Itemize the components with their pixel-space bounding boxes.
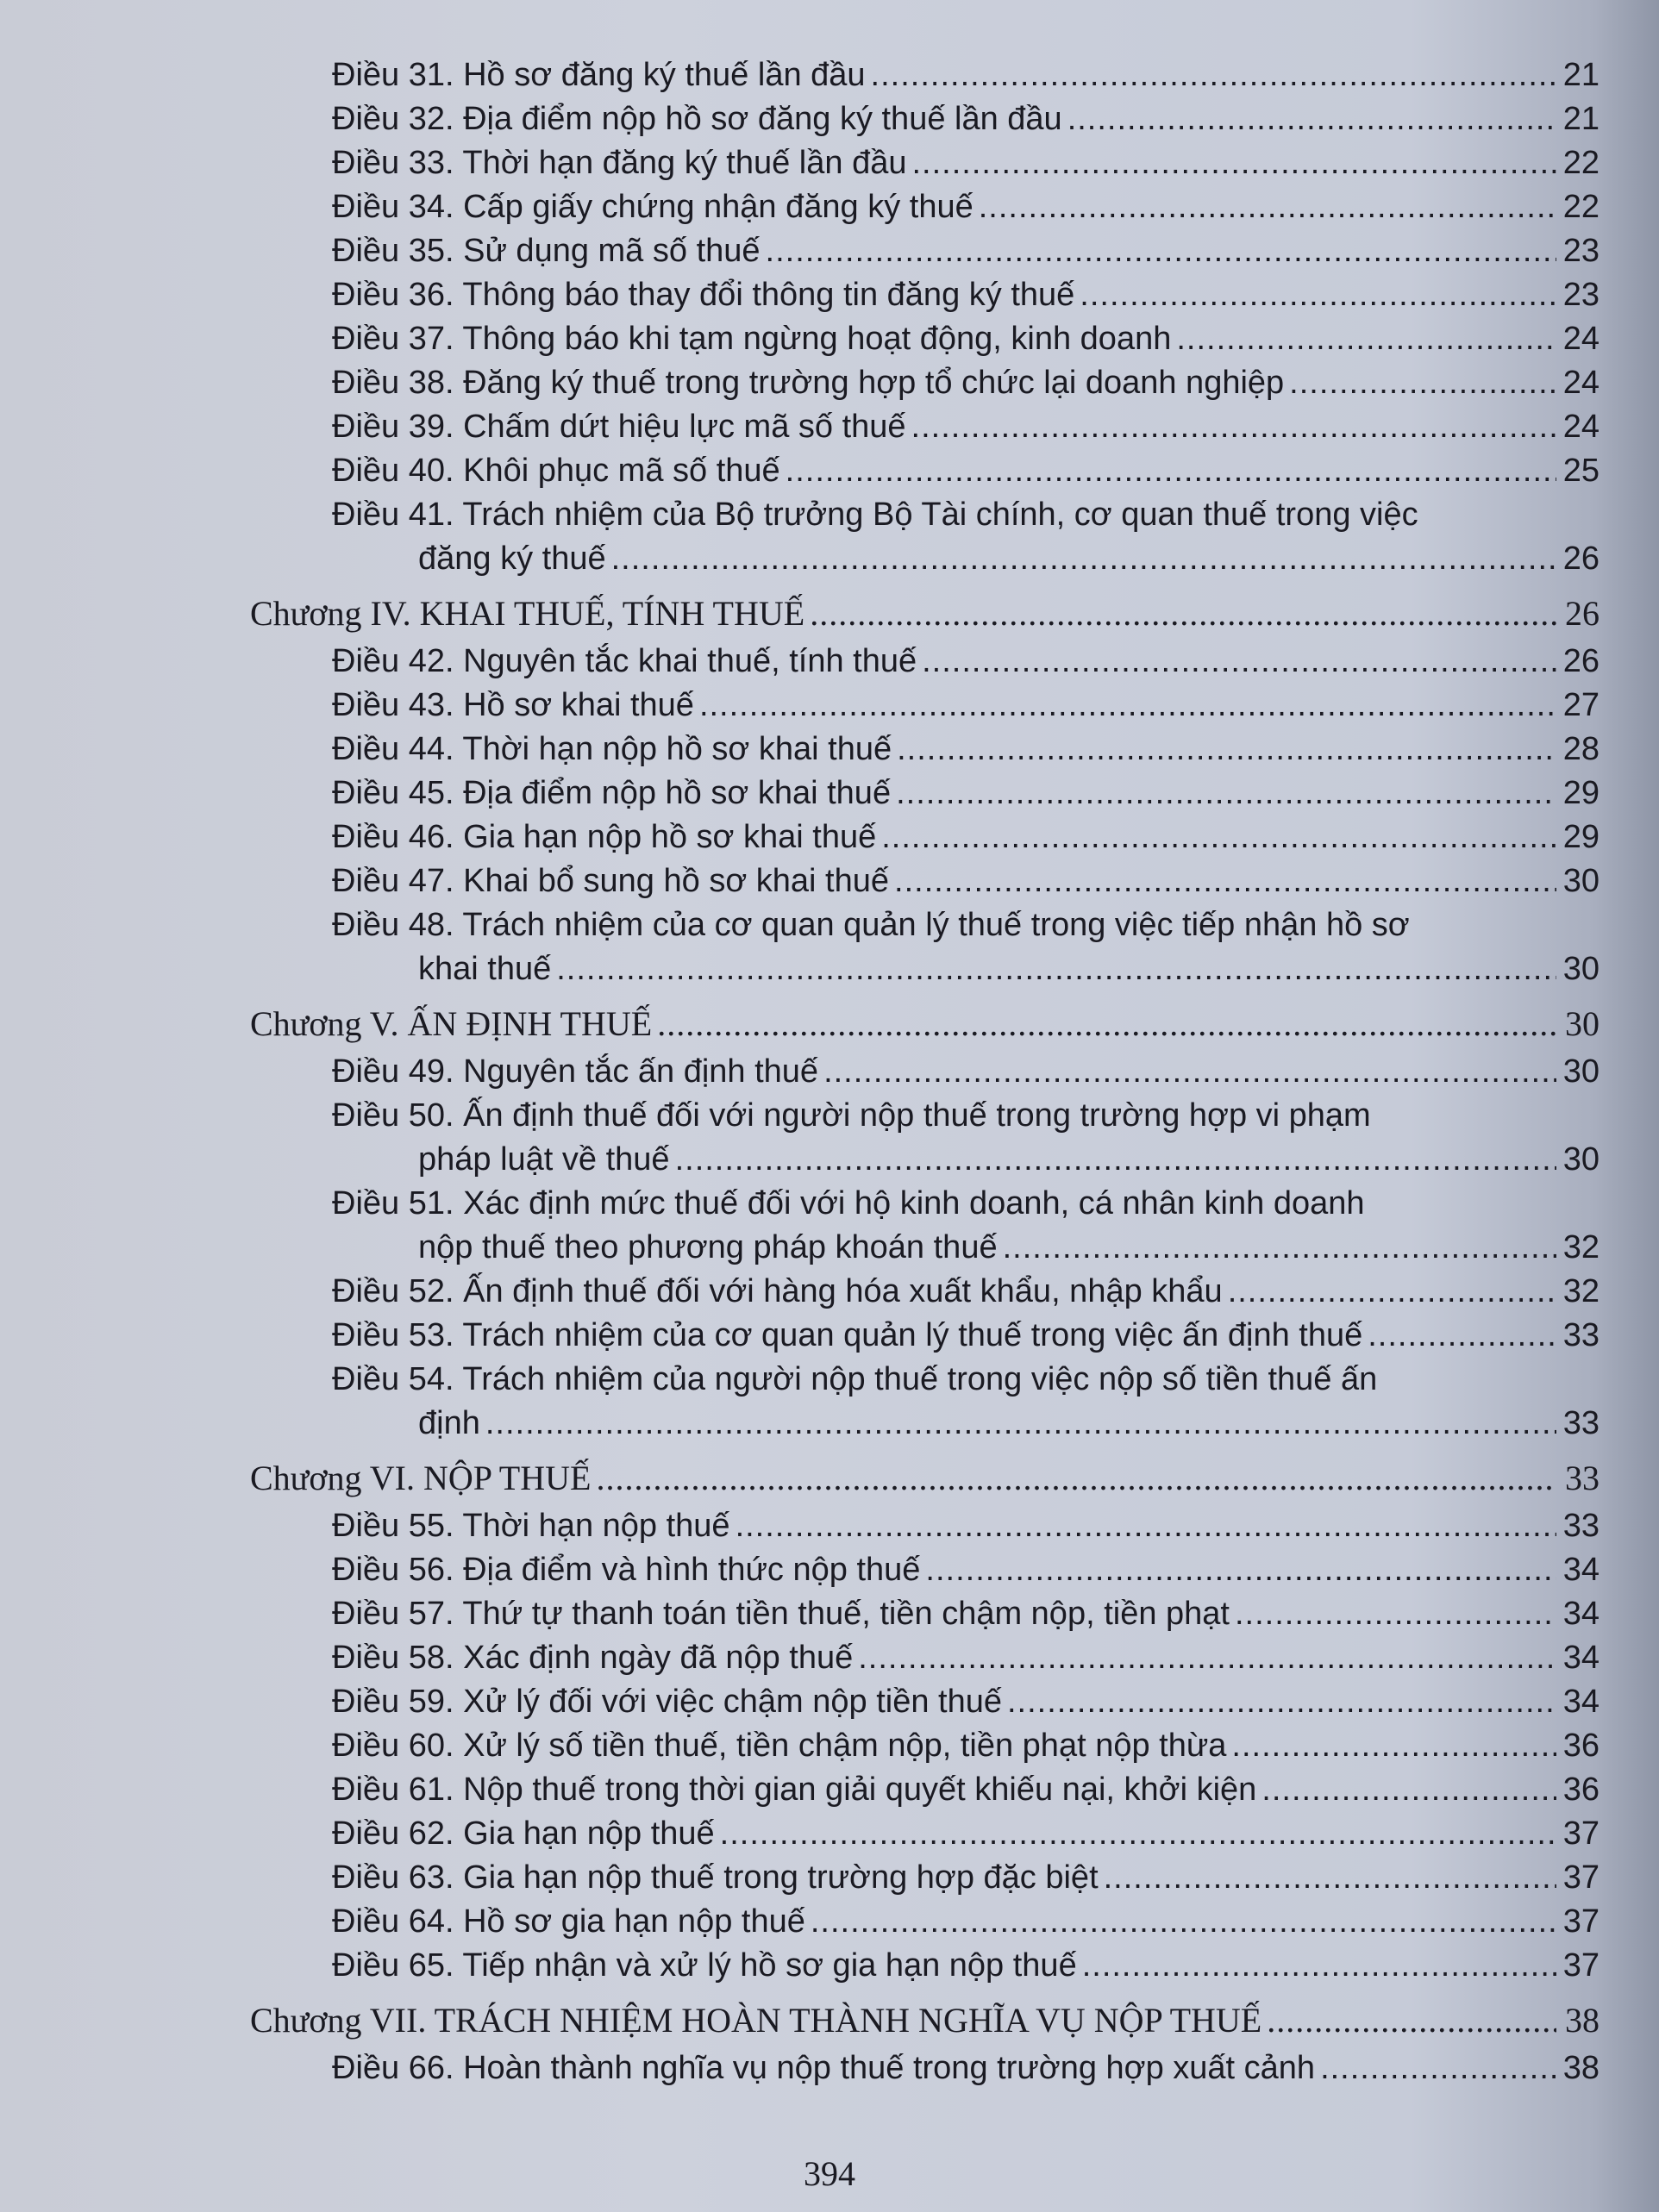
toc-article-entry [250,947,1600,991]
toc-entry-title: Điều 65. Tiếp nhận và xử lý hồ sơ gia hạn nộp thuế [332,1947,1077,1984]
toc-article-entry [250,1402,1600,1446]
toc-page-number: 25 [1562,453,1600,489]
toc-page-number: 30 [1562,863,1600,899]
dot-leader [881,815,1556,859]
toc-page-number: 37 [1562,1859,1600,1896]
toc-entry-title: Điều 42. Nguyên tắc khai thuế, tính thuế [332,643,917,679]
toc-page-number: 37 [1562,1815,1600,1852]
toc-entry-title: Chương VII. TRÁCH NHIỆM HOÀN THÀNH NGHĨA VỤ NỘP THUẾ [250,2001,1262,2040]
dot-leader [611,537,1556,581]
toc-entry-title: Chương V. ẤN ĐỊNH THUẾ [250,1004,653,1043]
toc-page-number: 26 [1565,594,1600,633]
toc-entry-title: Điều 48. Trách nhiệm của cơ quan quản lý thuế trong việc tiếp nhận hồ sơ [332,907,1410,943]
toc-article-entry [250,273,1600,317]
toc-page-number: 37 [1562,1947,1600,1984]
dot-leader [1080,273,1556,317]
toc-page-number: 30 [1562,951,1600,987]
dot-leader [766,229,1556,273]
toc-page-number: 33 [1562,1508,1600,1544]
toc-entry-title: khai thuế [418,951,552,987]
toc-page-number: 34 [1562,1684,1600,1720]
toc-entry-title: Điều 49. Nguyên tắc ấn định thuế [332,1053,819,1090]
toc-entry-title: Chương VI. NỘP THUẾ [250,1459,592,1497]
toc-entry-title: Điều 40. Khôi phục mã số thuế [332,453,780,489]
dot-leader [1228,1270,1556,1314]
toc-entry-title: Điều 59. Xử lý đối với việc chậm nộp tiền thuế [332,1684,1002,1720]
toc-entry-title: Điều 64. Hồ sơ gia hạn nộp thuế [332,1903,805,1940]
toc-chapter-entry [250,1001,1600,1047]
dot-leader [871,53,1556,97]
toc-article-entry [250,1226,1600,1270]
toc-page-number: 34 [1562,1596,1600,1632]
toc-article-entry [250,493,1600,537]
toc-article-entry [250,1504,1600,1548]
toc-entry-title: Điều 41. Trách nhiệm của Bộ trưởng Bộ Tài chính, cơ quan thuế trong việc [332,497,1418,533]
toc-page-number: 24 [1562,365,1600,401]
toc-entry-title: Điều 58. Xác định ngày đã nộp thuế [332,1640,854,1676]
toc-entry-title: Điều 37. Thông báo khi tạm ngừng hoạt động, kinh doanh [332,321,1172,357]
toc-article-entry [250,684,1600,728]
toc-article-entry [250,859,1600,903]
toc-entry-title: Điều 51. Xác định mức thuế đối với hộ kinh doanh, cá nhân kinh doanh [332,1185,1365,1222]
toc-page-number: 37 [1562,1903,1600,1940]
toc-article-entry [250,1636,1600,1680]
toc-entry-title: Điều 47. Khai bổ sung hồ sơ khai thuế [332,863,890,899]
toc-entry-title: Điều 56. Địa điểm và hình thức nộp thuế [332,1552,921,1588]
dot-leader [811,1900,1556,1944]
toc-article-entry [250,1768,1600,1812]
toc-page-number: 36 [1562,1771,1600,1808]
toc-page-number: 34 [1562,1552,1600,1588]
toc-page-number: 34 [1562,1640,1600,1676]
toc-entry-title: Điều 45. Địa điểm nộp hồ sơ khai thuế [332,775,892,811]
toc-article-entry [250,141,1600,185]
dot-leader [922,640,1556,684]
toc-entry-title: Điều 54. Trách nhiệm của người nộp thuế trong việc nộp số tiền thuế ấn [332,1361,1378,1397]
toc-article-entry [250,2046,1600,2090]
toc-entry-title: Điều 57. Thứ tự thanh toán tiền thuế, tiền chậm nộp, tiền phạt [332,1596,1230,1632]
page-number: 394 [804,2154,855,2193]
dot-leader [896,772,1556,815]
toc-page-number: 33 [1562,1405,1600,1441]
toc-article-entry [250,1314,1600,1358]
dot-leader [1289,361,1556,405]
dot-leader [699,684,1556,728]
toc-entry-title: Điều 39. Chấm dứt hiệu lực mã số thuế [332,409,906,445]
toc-entry-title: Điều 61. Nộp thuế trong thời gian giải quyết khiếu nại, khởi kiện [332,1771,1257,1808]
toc-article-entry [250,537,1600,581]
toc-article-entry [250,903,1600,947]
toc-article-entry [250,1856,1600,1900]
dot-leader [810,590,1556,636]
toc-article-entry [250,728,1600,772]
dot-leader [1003,1226,1556,1270]
toc-article-entry [250,317,1600,361]
toc-article-entry [250,1548,1600,1592]
dot-leader [1082,1944,1556,1988]
toc-entry-title: đăng ký thuế [418,541,606,577]
dot-leader [1368,1314,1556,1358]
toc-article-entry [250,1094,1600,1138]
dot-leader [1235,1592,1556,1636]
toc-article-entry [250,1724,1600,1768]
toc-article-entry [250,185,1600,229]
toc-entry-title: Điều 38. Đăng ký thuế trong trường hợp tổ chức lại doanh nghiệp [332,365,1285,401]
dot-leader [897,728,1556,772]
toc-article-entry [250,1050,1600,1094]
toc-page-number: 30 [1565,1004,1600,1043]
toc-entry-title: Điều 50. Ấn định thuế đối với người nộp thuế trong trường hợp vi phạm [332,1097,1371,1134]
dot-leader [1267,1997,1556,2043]
toc-article-entry [250,1944,1600,1988]
toc-entry-title: Điều 36. Thông báo thay đổi thông tin đăng ký thuế [332,277,1075,313]
dot-leader [657,1001,1556,1047]
dot-leader [1176,317,1556,361]
dot-leader [979,185,1556,229]
table-of-contents [250,53,1600,2090]
toc-article-entry [250,1680,1600,1724]
toc-page-number: 26 [1562,643,1600,679]
toc-article-entry [250,815,1600,859]
toc-page-number: 24 [1562,321,1600,357]
dot-leader [858,1636,1556,1680]
toc-page-number: 27 [1562,687,1600,723]
toc-entry-title: pháp luật về thuế [418,1141,670,1178]
toc-page-number: 32 [1562,1273,1600,1309]
toc-article-entry [250,53,1600,97]
dot-leader [736,1504,1556,1548]
toc-article-entry [250,772,1600,815]
toc-entry-title: Điều 60. Xử lý số tiền thuế, tiền chậm nộp, tiền phạt nộp thừa [332,1728,1227,1764]
dot-leader [485,1402,1556,1446]
toc-page-number: 23 [1562,233,1600,269]
toc-page-number: 33 [1562,1317,1600,1353]
dot-leader [786,449,1556,493]
toc-page-number: 22 [1562,189,1600,225]
toc-page-number: 29 [1562,775,1600,811]
toc-entry-title: Điều 31. Hồ sơ đăng ký thuế lần đầu [332,57,866,93]
dot-leader [1007,1680,1556,1724]
toc-page-number: 26 [1562,541,1600,577]
toc-article-entry [250,1138,1600,1182]
toc-chapter-entry [250,1997,1600,2043]
dot-leader [596,1455,1556,1501]
dot-leader [1067,97,1556,141]
toc-page-number: 24 [1562,409,1600,445]
dot-leader [720,1812,1556,1856]
dot-leader [911,405,1556,449]
toc-article-entry [250,1358,1600,1402]
dot-leader [1320,2046,1556,2090]
toc-page-number: 36 [1562,1728,1600,1764]
toc-entry-title: Chương IV. KHAI THUẾ, TÍNH THUẾ [250,594,805,633]
toc-page-number: 38 [1562,2050,1600,2086]
toc-article-entry [250,1270,1600,1314]
toc-entry-title: Điều 52. Ấn định thuế đối với hàng hóa xuất khẩu, nhập khẩu [332,1273,1223,1309]
toc-article-entry [250,1182,1600,1226]
toc-entry-title: Điều 44. Thời hạn nộp hồ sơ khai thuế [332,731,892,767]
toc-article-entry [250,229,1600,273]
toc-article-entry [250,361,1600,405]
toc-page-number: 30 [1562,1053,1600,1090]
toc-entry-title: Điều 63. Gia hạn nộp thuế trong trường hợp đặc biệt [332,1859,1099,1896]
toc-article-entry [250,640,1600,684]
dot-leader [1231,1724,1556,1768]
toc-article-entry [250,449,1600,493]
dot-leader [925,1548,1556,1592]
toc-page-number: 22 [1562,145,1600,181]
dot-leader [823,1050,1556,1094]
toc-entry-title: Điều 46. Gia hạn nộp hồ sơ khai thuế [332,819,877,855]
toc-entry-title: nộp thuế theo phương pháp khoán thuế [418,1229,998,1265]
toc-entry-title: Điều 43. Hồ sơ khai thuế [332,687,694,723]
toc-chapter-entry [250,590,1600,636]
toc-page-number: 28 [1562,731,1600,767]
dot-leader [1261,1768,1556,1812]
dot-leader [675,1138,1556,1182]
toc-article-entry [250,1900,1600,1944]
toc-page-number: 21 [1562,57,1600,93]
toc-article-entry [250,97,1600,141]
toc-entry-title: Điều 33. Thời hạn đăng ký thuế lần đầu [332,145,907,181]
toc-entry-title: Điều 53. Trách nhiệm của cơ quan quản lý thuế trong việc ấn định thuế [332,1317,1363,1353]
toc-entry-title: Điều 62. Gia hạn nộp thuế [332,1815,715,1852]
toc-entry-title: Điều 66. Hoàn thành nghĩa vụ nộp thuế trong trường hợp xuất cảnh [332,2050,1316,2086]
toc-page-number: 32 [1562,1229,1600,1265]
toc-page-number: 29 [1562,819,1600,855]
dot-leader [894,859,1556,903]
toc-page-number: 21 [1562,101,1600,137]
toc-article-entry [250,405,1600,449]
dot-leader [1104,1856,1556,1900]
toc-entry-title: Điều 35. Sử dụng mã số thuế [332,233,761,269]
toc-page-number: 38 [1565,2001,1600,2040]
toc-chapter-entry [250,1455,1600,1501]
toc-entry-title: Điều 32. Địa điểm nộp hồ sơ đăng ký thuế lần đầu [332,101,1062,137]
toc-entry-title: định [418,1405,480,1441]
toc-article-entry [250,1812,1600,1856]
toc-page-number: 23 [1562,277,1600,313]
toc-page-number: 33 [1565,1459,1600,1497]
toc-page-number: 30 [1562,1141,1600,1178]
toc-entry-title: Điều 34. Cấp giấy chứng nhận đăng ký thuế [332,189,973,225]
toc-entry-title: Điều 55. Thời hạn nộp thuế [332,1508,730,1544]
dot-leader [911,141,1556,185]
toc-article-entry [250,1592,1600,1636]
dot-leader [556,947,1556,991]
